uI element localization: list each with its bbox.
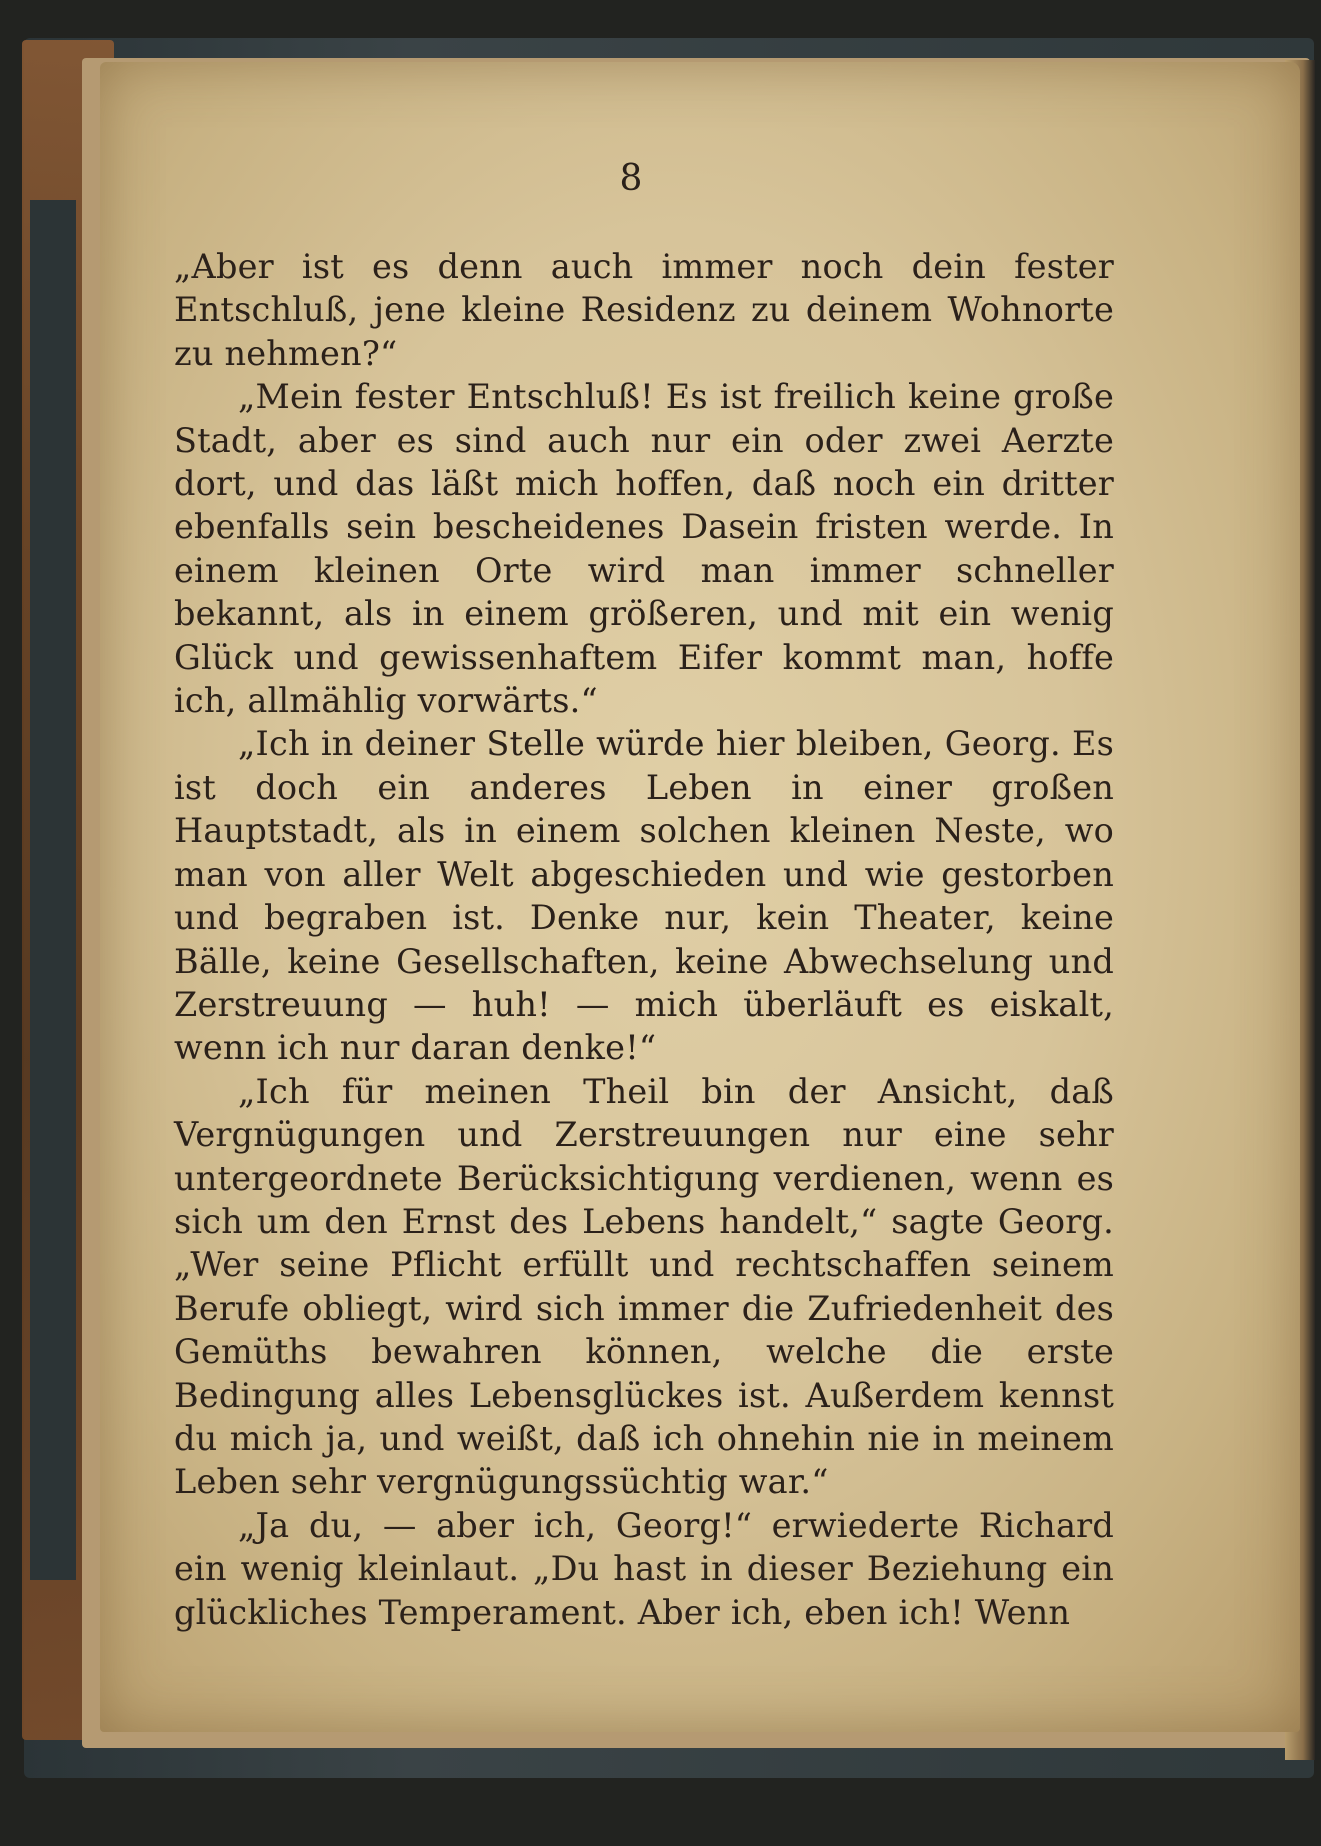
paragraph: „Ich in deiner Stelle würde hier bleiben, Georg. Es ist doch ein anderes Leben in einer großen Hauptstadt, als in einem solchen kleinen Neste, wo man von aller Welt abgeschieden und wie gestorben und begraben ist. Denke nur, kein Theater, keine Bälle, keine Gesellschaften, keine Abwechselung und Zerstreuung — huh! — mich überläuft es eiskalt, wenn ich nur daran denke!“ (174, 724, 1114, 1068)
paragraph: „Ja du, — aber ich, Georg!“ erwiederte Richard ein wenig kleinlaut. „Du hast in dieser Beziehung ein glückliches Temperament. Aber ich, eben ich! Wenn (174, 1505, 1114, 1632)
paragraph: „Ich für meinen Theil bin der Ansicht, daß Vergnügungen und Zerstreuungen nur eine sehr untergeordnete Berücksichtigung verdienen, wenn es sich um den Ernst des Lebens handelt,“ sagte Georg. „Wer seine Pflicht erfüllt und rechtschaffen seinem Berufe obliegt, wird sich immer die Zufriedenheit des Gemüths bewahren können, welche die erste Bedingung alles Lebensglückes ist. Außerdem kennst du mich ja, und weißt, daß ich ohnehin nie in meinem Leben sehr vergnügungssüchtig war.“ (174, 1071, 1114, 1502)
paragraph: „Aber ist es denn auch immer noch dein fester Entschluß, jene kleine Residenz zu deinem Wohnorte zu nehmen?“ (174, 247, 1114, 373)
page-number: 8 (619, 158, 643, 199)
body-text (174, 245, 1114, 1634)
paragraph: „Mein fester Entschluß! Es ist freilich keine große Stadt, aber es sind auch nur ein oder zwei Aerzte dort, und das läßt mich hoffen, daß noch ein dritter ebenfalls sein bescheidenes Dasein fristen werde. In einem kleinen Orte wird man immer schneller bekannt, als in einem größeren, und mit ein wenig Glück und gewissenhaftem Eifer kommt man, hoffe ich, allmählig vorwärts.“ (174, 377, 1114, 721)
cover-board (30, 200, 76, 1580)
